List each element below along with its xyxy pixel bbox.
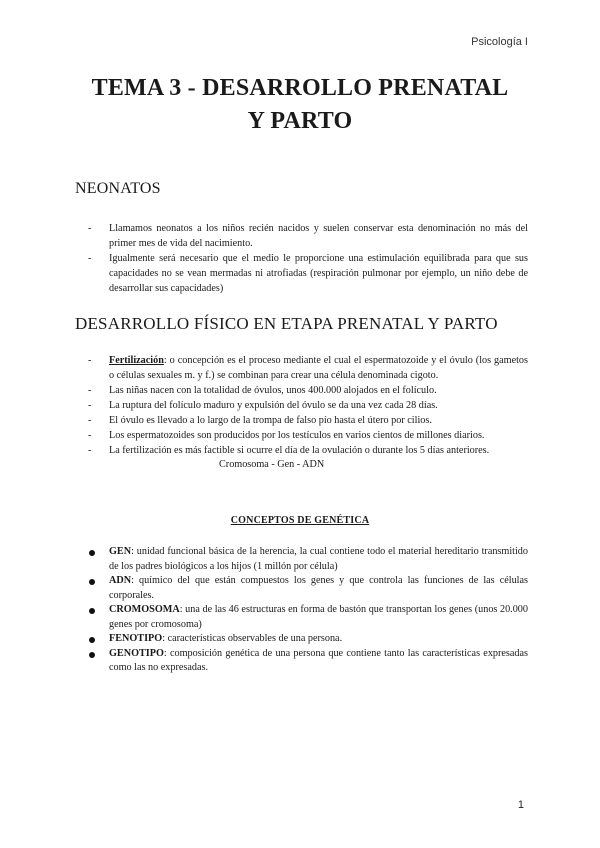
list-item: - La fertilización es más factible si ocurre el día de la ovulación o durante los 5 días anteriores. <box>88 443 528 458</box>
list-item: - Los espermatozoides son producidos por los testículos en varios cientos de millones diarios. <box>88 428 528 443</box>
definition-text: : composición genética de una persona que contiene tanto las características expresadas como las no expresadas. <box>109 647 528 673</box>
definition-text: : unidad funcional básica de la herencia, la cual contiene todo el material hereditario transmitido de los padres biológicos a los hijos (1 millón por célula) <box>109 546 528 572</box>
bullet-icon <box>89 637 95 643</box>
cromosoma-gen-adn-line: Cromosoma - Gen - ADN <box>219 459 325 470</box>
list-item <box>88 353 528 383</box>
list-item <box>88 603 528 632</box>
list-item: - Igualmente será necesario que el medio le proporcione una estimulación equilibrada para que sus capacidades no se vean mermadas ni atrofiadas (respiración pulmonar por ejemplo, un niño debe de desarrollar sus capacidades) <box>88 251 528 296</box>
list-item <box>88 574 528 603</box>
list-item: - El óvulo es llevado a lo largo de la trompa de falso pío hasta el útero por cilios. <box>88 413 528 428</box>
title-line-2: Y PARTO <box>247 108 353 134</box>
genetica-heading: CONCEPTOS DE GENÉTICA <box>230 515 370 526</box>
desarrollo-heading: DESARROLLO FÍSICO EN ETAPA PRENATAL Y PARTO <box>75 314 498 333</box>
course-header: Psicología I <box>471 36 528 48</box>
list-item <box>88 545 528 574</box>
term-cromosoma: CROMOSOMA <box>109 604 180 615</box>
bullet-icon <box>89 579 95 585</box>
term-fenotipo: FENOTIPO <box>109 633 163 644</box>
list-item: - La ruptura del folículo maduro y expulsión del óvulo se da una vez cada 28 días. <box>88 398 528 413</box>
neonatos-list <box>88 221 528 296</box>
fertilizacion-text: : o concepción es el proceso mediante el cual el espermatozoide y el óvulo (los gametos o células sexuales m. y f.) se combinan para crear una célula denominada cigoto. <box>109 355 528 381</box>
page-title <box>60 72 540 138</box>
term-adn: ADN <box>109 575 132 586</box>
bullet-icon <box>89 652 95 658</box>
list-item <box>88 647 528 676</box>
list-item <box>88 632 528 647</box>
list-item: - Llamamos neonatos a los niños recién nacidos y suelen conservar esta denominación no más del primer mes de vida del nacimiento. <box>88 221 528 251</box>
page-number: 1 <box>517 799 524 811</box>
bullet-icon <box>89 550 95 556</box>
definition-text: : una de las 46 estructuras en forma de bastón que transportan los genes (unos 20.000 genes por cromosoma) <box>109 604 528 630</box>
genetica-list <box>88 545 528 676</box>
term-genotipo: GENOTIPO <box>109 647 164 659</box>
list-item: - Las niñas nacen con la totalidad de óvulos, unos 400.000 alojados en el folículo. <box>88 383 528 398</box>
title-line-1: TEMA 3 - DESARROLLO PRENATAL <box>91 75 509 101</box>
term-gen: GEN <box>109 546 132 557</box>
bullet-icon <box>89 608 95 614</box>
definition-text: : características observables de una persona. <box>162 633 343 644</box>
prenatal-list <box>88 353 528 458</box>
fertilizacion-term: Fertilización <box>109 355 164 366</box>
definition-text: : químico del que están compuestos los genes y que controla las funciones de las células corporales. <box>109 575 528 601</box>
neonatos-heading: NEONATOS <box>75 180 161 197</box>
